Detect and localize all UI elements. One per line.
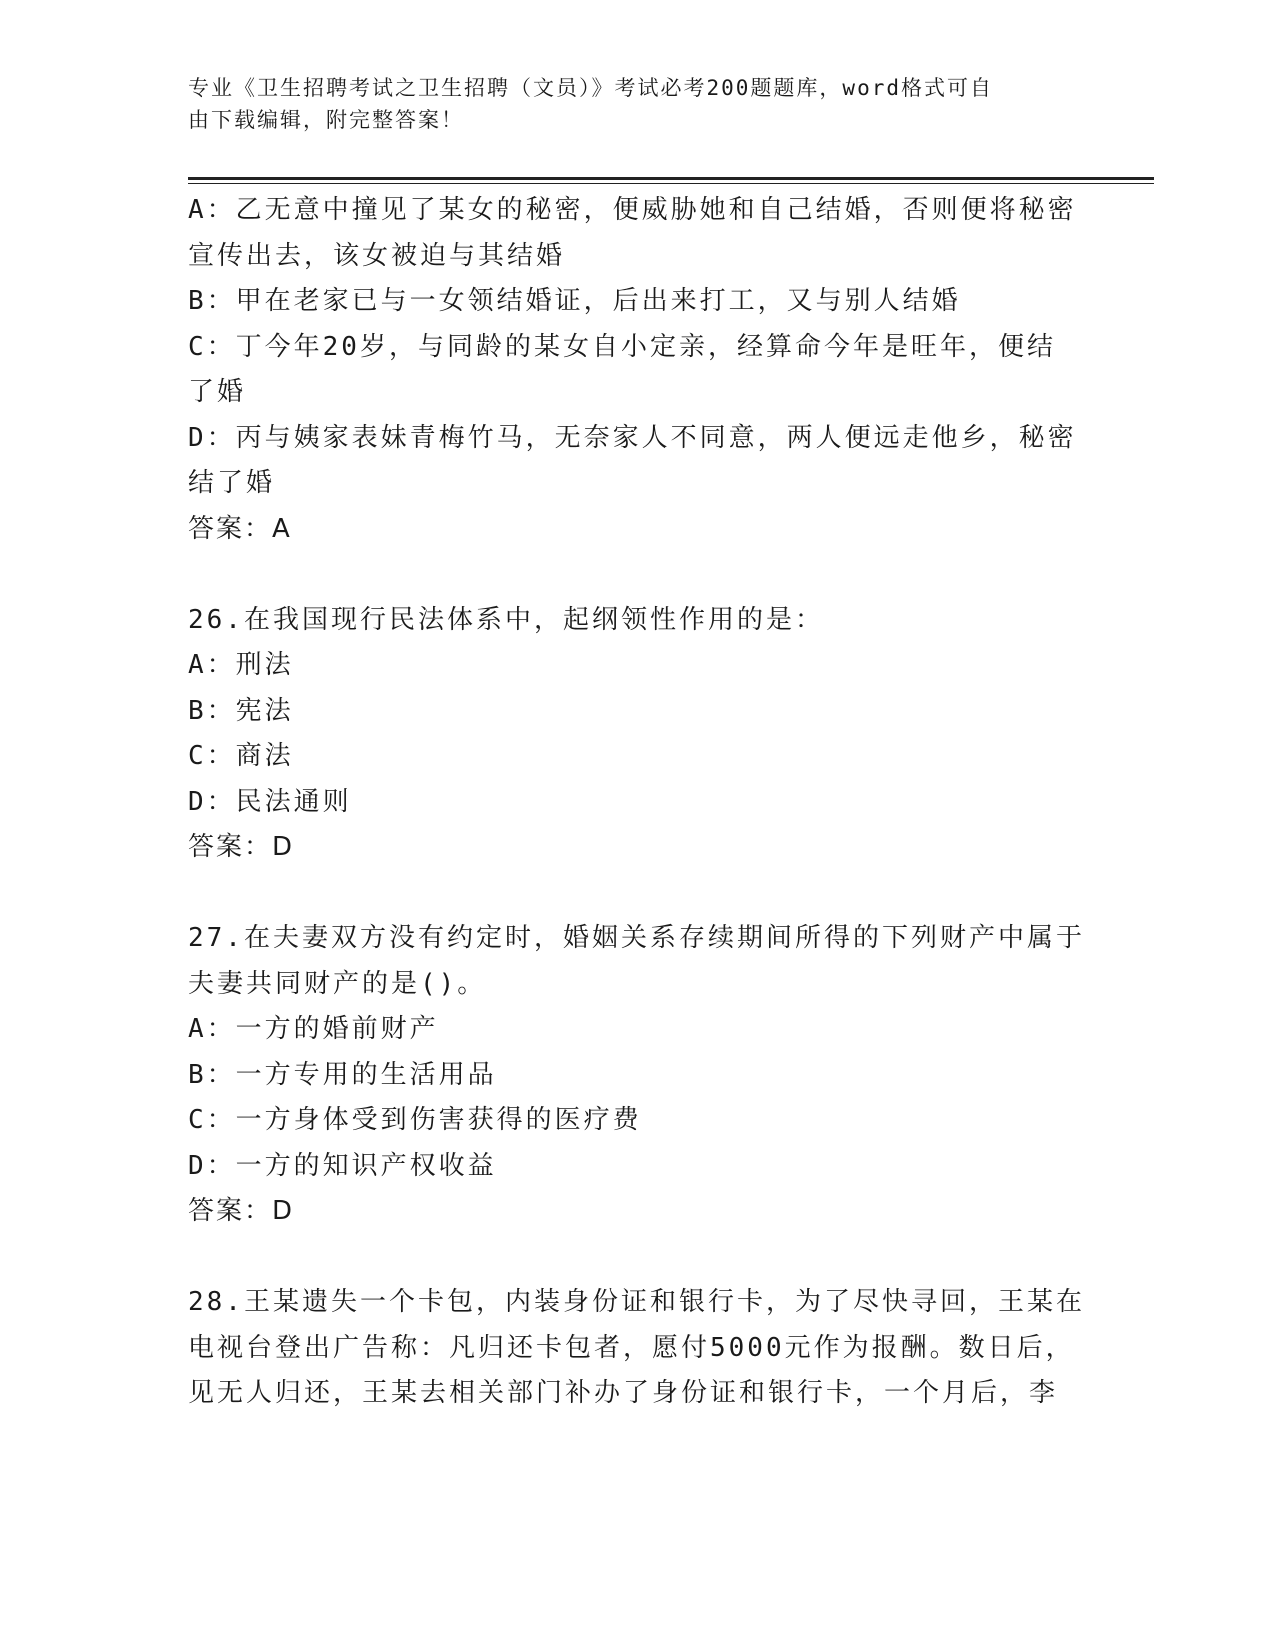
header-line-2: 由下载编辑，附完整答案！ [188, 108, 464, 132]
q28-question-line-3: 见无人归还，王某去相关部门补办了身份证和银行卡，一个月后，李 [188, 1378, 1059, 1408]
q25-option-c-line-2: 了婚 [188, 377, 247, 407]
header-divider-thick [188, 177, 1154, 180]
q27-option-b: B：一方专用的生活用品 [188, 1059, 497, 1090]
question-28-block [188, 1280, 1085, 1417]
q26-option-a: A：刑法 [188, 650, 294, 680]
q25-option-d-line-1: D：丙与姨家表妹青梅竹马，无奈家人不同意，两人便远走他乡，秘密 [188, 422, 1077, 453]
question-27-block [188, 916, 1085, 1235]
spacer [188, 1235, 1078, 1281]
q25-option-a-line-1: A：乙无意中撞见了某女的秘密，便威胁她和自己结婚，否则便将秘密 [188, 195, 1077, 225]
q26-option-c: C：商法 [188, 741, 294, 771]
q25-option-d-line-2: 结了婚 [188, 468, 276, 498]
spacer [188, 552, 1078, 598]
q25-option-c-line-1: C：丁今年20岁，与同龄的某女自小定亲，经算命今年是旺年，便结 [188, 331, 1056, 362]
q25-option-a-line-2: 宣传出去，该女被迫与其结婚 [188, 240, 566, 271]
q25-answer: 答案：A [188, 513, 292, 544]
q27-option-c: C：一方身体受到伤害获得的医疗费 [188, 1105, 642, 1135]
question-content [188, 188, 1085, 1417]
q28-question-line-1: 28.王某遗失一个卡包，内装身份证和银行卡，为了尽快寻回，王某在 [188, 1287, 1085, 1317]
document-header [188, 72, 1068, 136]
q26-option-b: B：宪法 [188, 695, 294, 726]
question-26-block [188, 598, 1078, 871]
question-25-block [188, 188, 1078, 552]
q25-option-b: B：甲在老家已与一女领结婚证，后出来打工，又与别人结婚 [188, 286, 961, 316]
q27-option-d: D：一方的知识产权收益 [188, 1150, 497, 1181]
q28-question-line-2: 电视台登出广告称：凡归还卡包者，愿付5000元作为报酬。数日后， [188, 1332, 1075, 1363]
q26-option-d: D：民法通则 [188, 786, 352, 817]
header-line-1: 专业《卫生招聘考试之卫生招聘（文员）》考试必考200题题库，word格式可自 [188, 76, 993, 100]
header-divider-thin [188, 183, 1154, 184]
q27-question-line-1: 27.在夫妻双方没有约定时，婚姻关系存续期间所得的下列财产中属于 [188, 923, 1085, 953]
q27-option-a: A：一方的婚前财产 [188, 1014, 439, 1044]
q26-answer: 答案：D [188, 832, 295, 862]
q26-question: 26.在我国现行民法体系中，起纲领性作用的是： [188, 604, 824, 635]
spacer [188, 871, 1078, 917]
q27-question-line-2: 夫妻共同财产的是()。 [188, 968, 487, 999]
q27-answer: 答案：D [188, 1196, 295, 1226]
